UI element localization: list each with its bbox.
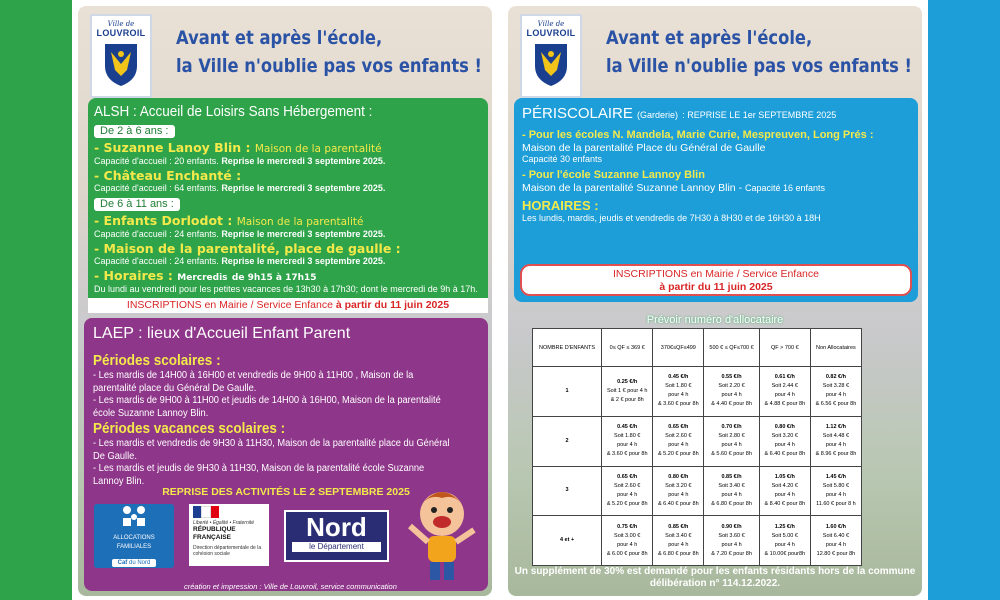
peri-item-lannoy-line	[522, 182, 910, 194]
tariff-pour-4h: pour 4 h	[721, 392, 742, 399]
tariff-cell	[653, 516, 704, 566]
tariff-soit: Soit 3.20 €	[665, 482, 692, 489]
tariff-soit: Soit 2.44 €	[771, 383, 798, 390]
tariff-pour-4h: pour 4 h	[721, 541, 742, 548]
alsh-item-dorlodot-title: - Enfants Dorlodot :	[94, 213, 233, 228]
tariff-soit: Soit 1.80 €	[614, 433, 641, 440]
tariff-header: 500 € ≤ QF≤700 €	[704, 329, 759, 367]
peri-insc-text: INSCRIPTIONS en Mairie / Service Enfance	[613, 268, 819, 280]
rf-name: RÉPUBLIQUE FRANÇAISE	[193, 526, 236, 541]
tariff-pour-4h: pour 4 h	[825, 491, 847, 498]
tariff-rate: 1.12 €/h	[825, 424, 847, 431]
alsh-item-dorlodot-cap: Capacité d'accueil : 24 enfants.	[94, 229, 219, 239]
tariff-8h: & 6.56 € pour 8h	[815, 401, 857, 408]
tariff-header: QF > 700 €	[759, 329, 810, 367]
logo-ville-de: Ville de	[107, 20, 135, 28]
alsh-horaires-title: - Horaires :	[94, 268, 173, 283]
alsh-item-chateau-title: - Château Enchanté :	[94, 168, 242, 183]
alsh-item-lanoy	[94, 141, 482, 156]
tariff-8h: & 10.00€ pour8h	[764, 550, 806, 557]
tariff-header: 0≤ QF ≤ 369 €	[602, 329, 653, 367]
credits: création et impression : Ville de Louvroil, service communication	[184, 582, 397, 591]
tariff-soit: Soit 2.80 €	[718, 433, 745, 440]
slogan-right	[606, 24, 913, 80]
tariff-soit: Soit 2.20 €	[718, 383, 745, 390]
tariff-cell	[602, 516, 653, 566]
caf-family-icon	[119, 504, 149, 528]
tariff-header: 370€≤QF≤499	[653, 329, 704, 367]
tariff-soit: Soit 1 € pour 4 h	[607, 387, 648, 394]
flyer-right-page	[508, 6, 922, 596]
tariff-cell	[759, 516, 810, 566]
tariff-cell	[704, 416, 759, 466]
tariff-children-count: 2	[533, 416, 602, 466]
alsh-item-maison-reprise: Reprise le mercredi 3 septembre 2025.	[221, 256, 386, 266]
tariff-8h: & 2 € pour 8h	[610, 396, 644, 403]
slogan-line-1: Avant et après l'école,	[176, 27, 383, 49]
tariff-pour-4h: pour 4 h	[721, 491, 742, 498]
slogan-right-line-2: la Ville n'oublie pas vos enfants !	[606, 55, 913, 77]
surcharge-line-2: délibération n° 114.12.2022.	[649, 578, 781, 589]
peri-item-lannoy: - Pour l'école Suzanne Lannoy Blin	[522, 169, 705, 181]
tariff-8h: & 3.60 € pour 8h	[606, 451, 648, 458]
laep-p2-line2: - Les mardis et jeudis de 9H30 à 11H30, Maison de la parentalité école Suzanne Lannoy Blin.	[93, 463, 425, 487]
tariff-pour-4h: pour 4 h	[617, 491, 638, 498]
tariff-pour-4h: pour 4 h	[774, 442, 795, 449]
tariff-cell	[759, 466, 810, 516]
tariff-soit: Soit 3.28 €	[822, 383, 850, 390]
tariff-soit: Soit 4.20 €	[771, 482, 798, 489]
tariff-pour-4h: pour 4 h	[721, 442, 742, 449]
french-flag-icon	[193, 506, 219, 518]
tariff-rate: 0.25 €/h	[617, 378, 638, 385]
tariff-cell	[704, 516, 759, 566]
alsh-item-chateau-reprise: Reprise le mercredi 3 septembre 2025.	[221, 183, 386, 193]
tariff-pour-4h: pour 4 h	[774, 392, 795, 399]
alsh-item-maison-capacity	[94, 256, 482, 267]
tariff-rate: 0.90 €/h	[721, 523, 742, 530]
tariff-soit: Soit 3.60 €	[718, 532, 745, 539]
tariff-cell	[810, 466, 861, 516]
tariff-pour-4h: pour 4 h	[774, 541, 795, 548]
caf-text-1: ALLOCATIONS	[113, 535, 155, 541]
tariff-children-count: 3	[533, 466, 602, 516]
tariff-soit: Soit 3.20 €	[771, 433, 798, 440]
peri-item-ecoles-cap: Capacité 30 enfants	[522, 154, 603, 164]
tariff-pour-4h: pour 4 h	[825, 442, 847, 449]
tariff-cell	[759, 416, 810, 466]
logo-town-name: LOUVROIL	[96, 28, 146, 38]
laep-title: LAEP : lieux d'Accueil Enfant Parent	[93, 325, 351, 342]
peri-item-lannoy-place: Maison de la parentalité Suzanne Lannoy Blin -	[522, 182, 743, 194]
tariff-header: Non Allocataires	[810, 329, 861, 367]
peri-horaires-line: Les lundis, mardis, jeudis et vendredis de 7H30 à 8H30 et de 16H30 à 18H	[522, 213, 821, 223]
coat-of-arms-icon-right	[531, 40, 571, 88]
tariff-header-row	[533, 329, 862, 367]
tariff-rate: 0.80 €/h	[774, 424, 795, 431]
caf-region: du Nord	[128, 560, 151, 566]
tariff-soit: Soit 5.80 €	[822, 482, 850, 489]
alsh-item-lanoy-cap: Capacité d'accueil : 20 enfants.	[94, 156, 219, 166]
tariff-8h: 11.60 € pour 8 h	[816, 500, 856, 507]
peri-horaires-title: HORAIRES :	[522, 198, 599, 213]
caf-logo	[94, 504, 174, 568]
tariff-8h: & 8.96 € pour 8h	[815, 451, 857, 458]
alsh-item-chateau-capacity	[94, 183, 482, 194]
prevoir-numero: Prévoir numéro d'allocataire	[646, 314, 784, 326]
laep-section	[84, 318, 488, 591]
slogan-right-line-1: Avant et après l'école,	[606, 27, 813, 49]
left-green-margin	[0, 0, 72, 600]
tariff-rate: 1.05 €/h	[774, 473, 795, 480]
peri-item-lannoy-cap: Capacité 16 enfants	[744, 183, 826, 193]
tariff-rate: 0.75 €/h	[617, 523, 638, 530]
alsh-insc-date: à partir du 11 juin 2025	[335, 299, 450, 311]
tariff-8h: 12.80 € pour 8h	[816, 550, 856, 557]
alsh-section	[88, 98, 488, 313]
laep-p1-line1: - Les mardis de 14H00 à 16H00 et vendredis de 9H00 à 11H00 , Maison de la parentalité place du Général De Gaulle.	[93, 370, 414, 394]
tariff-8h: & 5.20 € pour 8h	[657, 451, 699, 458]
alsh-inscriptions-bar	[88, 295, 488, 313]
tariff-rate: 0.65 €/h	[617, 473, 638, 480]
peri-inscriptions-box	[520, 264, 912, 296]
tariff-soit: Soit 1.80 €	[665, 383, 692, 390]
tariff-soit: Soit 3.40 €	[718, 482, 745, 489]
alsh-horaires-line: Du lundi au vendredi pour les petites vacances de 13h30 à 17h30; dont le mercredi de 9h à 17h.	[94, 284, 478, 294]
tariff-pour-4h: pour 4 h	[617, 442, 638, 449]
tariff-pour-4h: pour 4 h	[668, 442, 689, 449]
peri-title-text: PÉRISCOLAIRE	[522, 105, 633, 122]
tariff-8h: & 6.80 € pour 8h	[657, 550, 699, 557]
tariff-rate: 0.55 €/h	[721, 374, 742, 381]
tariff-pour-4h: pour 4 h	[668, 541, 689, 548]
alsh-item-lanoy-reprise: Reprise le mercredi 3 septembre 2025.	[221, 156, 386, 166]
tariff-cell	[602, 416, 653, 466]
caf-text-2: FAMILIALES	[116, 544, 152, 550]
tariff-soit: Soit 4.48 €	[822, 433, 850, 440]
tariff-8h: & 5.60 € pour 8h	[711, 451, 752, 458]
alsh-title: ALSH : Accueil de Loisirs Sans Hébergement :	[94, 103, 373, 120]
laep-reprise: REPRISE DES ACTIVITÉS LE 2 SEPTEMBRE 2025	[162, 486, 410, 498]
peri-item-ecoles: - Pour les écoles N. Mandela, Marie Curie, Mespreuven, Long Prés :	[522, 129, 874, 141]
tariff-row	[533, 367, 862, 417]
tariff-rate: 0.61 €/h	[774, 374, 795, 381]
tariff-8h: & 5.20 € pour 8h	[606, 500, 648, 507]
peri-item-ecoles-place: Maison de la parentalité Place du Général de Gaulle	[522, 142, 766, 154]
town-logo-right	[520, 14, 582, 98]
tariff-rate: 0.45 €/h	[617, 424, 638, 431]
tariff-soit: Soit 3.00 €	[614, 532, 641, 539]
republique-francaise-logo	[189, 504, 269, 566]
tariff-8h: & 8.40 € pour 8h	[764, 500, 806, 507]
coat-of-arms-icon	[101, 40, 141, 88]
age-tag-6-11: De 6 à 11 ans :	[94, 198, 180, 211]
alsh-item-lanoy-title: - Suzanne Lanoy Blin :	[94, 140, 251, 155]
tariff-cell	[704, 367, 759, 417]
tariff-pour-4h: pour 4 h	[617, 541, 638, 548]
tariff-pour-4h: pour 4 h	[825, 392, 847, 399]
tariff-cell	[602, 466, 653, 516]
tariff-rate: 1.60 €/h	[825, 523, 847, 530]
slogan-line-2: la Ville n'oublie pas vos enfants !	[176, 55, 483, 77]
tariff-rate: 0.82 €/h	[825, 374, 847, 381]
peri-insc-date: à partir du 11 juin 2025	[659, 281, 773, 293]
tariff-rate: 0.80 €/h	[668, 473, 689, 480]
tariff-row	[533, 416, 862, 466]
right-blue-margin	[928, 0, 1000, 600]
tariff-rate: 1.25 €/h	[774, 523, 795, 530]
tariff-cell	[759, 367, 810, 417]
tariff-cell	[653, 466, 704, 516]
alsh-item-lanoy-capacity	[94, 156, 482, 167]
tariff-rate: 0.65 €/h	[668, 424, 689, 431]
tariff-cell	[704, 466, 759, 516]
tariff-8h: & 3.60 € pour 8h	[657, 401, 699, 408]
tariff-8h: & 6.80 € pour 8h	[711, 500, 752, 507]
logo-town-name-right: LOUVROIL	[526, 28, 576, 38]
alsh-item-dorlodot-capacity	[94, 229, 482, 240]
tariff-cell	[810, 367, 861, 417]
alsh-item-maison-cap: Capacité d'accueil : 24 enfants.	[94, 256, 219, 266]
slogan	[176, 24, 483, 80]
tariff-header: NOMBRE D'ENFANTS	[533, 329, 602, 367]
nord-subtitle: le Département	[292, 542, 381, 552]
tariff-rate: 0.70 €/h	[721, 424, 742, 431]
tariff-soit: Soit 3.40 €	[665, 532, 692, 539]
caf-abbr: Caf	[117, 560, 128, 566]
alsh-horaires	[94, 269, 482, 284]
alsh-horaires-wed-time: de 9h15 à 17h15	[231, 273, 317, 283]
alsh-horaires-wed: Mercredis	[177, 273, 228, 283]
tariff-pour-4h: pour 4 h	[668, 392, 689, 399]
tariff-row	[533, 516, 862, 566]
alsh-item-dorlodot-place: Maison de la parentalité	[236, 216, 364, 228]
tariff-cell	[810, 416, 861, 466]
surcharge-line-1: Un supplément de 30% est demandé pour les enfants résidants hors de la commune	[514, 566, 916, 577]
tariff-rate: 1.45 €/h	[825, 473, 847, 480]
flyer-left-page	[78, 6, 492, 596]
tariff-8h: & 4.40 € pour 8h	[711, 401, 752, 408]
nord-departement-logo	[284, 510, 389, 562]
tariff-pour-4h: pour 4 h	[774, 491, 795, 498]
tariff-8h: & 6.40 € pour 8h	[764, 451, 806, 458]
alsh-item-chateau-cap: Capacité d'accueil : 64 enfants.	[94, 183, 219, 193]
tariff-8h: & 7.20 € pour 8h	[711, 550, 752, 557]
tariff-pour-4h: pour 4 h	[668, 491, 689, 498]
tariff-8h: & 4.88 € pour 8h	[764, 401, 806, 408]
peri-garderie: (Garderie)	[637, 110, 679, 120]
tariff-cell	[653, 416, 704, 466]
laep-p2-line1: - Les mardis et vendredis de 9H30 à 11H30, Maison de la parentalité place du Général De Gaulle.	[93, 438, 450, 462]
alsh-item-lanoy-place: Maison de la parentalité	[254, 143, 382, 155]
tariff-cell	[653, 367, 704, 417]
tariff-8h: & 6.40 € pour 8h	[657, 500, 699, 507]
tariff-cell	[810, 516, 861, 566]
alsh-insc-text: INSCRIPTIONS en Mairie / Service Enfance	[126, 299, 333, 311]
caf-footer	[112, 559, 157, 567]
alsh-item-dorlodot	[94, 214, 482, 229]
peri-reprise: : REPRISE LE 1er SEPTEMBRE 2025	[682, 110, 837, 120]
rf-direction: Direction départementale de la cohésion sociale	[193, 545, 262, 557]
tariff-cell	[602, 367, 653, 417]
tariff-children-count: 4 et +	[533, 516, 602, 566]
alsh-item-maison-title: - Maison de la parentalité, place de gaulle :	[94, 241, 401, 256]
laep-periodes-scolaires-title: Périodes scolaires :	[93, 352, 221, 369]
child-cartoon-icon	[402, 486, 482, 586]
town-logo	[90, 14, 152, 98]
tariff-soit: Soit 2.60 €	[614, 482, 641, 489]
nord-title: Nord	[306, 512, 367, 542]
tariff-soit: Soit 2.60 €	[665, 433, 692, 440]
tariff-rate: 0.85 €/h	[668, 523, 689, 530]
alsh-item-dorlodot-reprise: Reprise le mercredi 3 septembre 2025.	[221, 229, 386, 239]
tariff-pour-4h: pour 4 h	[825, 541, 847, 548]
laep-p1-line2: - Les mardis de 9H00 à 11H00 et jeudis de 14H00 à 16H00, Maison de la parentalité école Suzanne Lannoy Blin.	[93, 395, 441, 419]
age-tag-2-6: De 2 à 6 ans :	[94, 125, 175, 138]
rf-motto: Liberté • Égalité • Fraternité	[193, 520, 255, 526]
tariff-8h: & 6.00 € pour 8h	[606, 550, 648, 557]
surcharge-note	[508, 566, 922, 590]
tariff-children-count: 1	[533, 367, 602, 417]
tariff-rate: 0.85 €/h	[721, 473, 742, 480]
logo-ville-de-right: Ville de	[537, 20, 565, 28]
tariff-rate: 0.45 €/h	[668, 374, 689, 381]
tariff-soit: Soit 5.00 €	[771, 532, 798, 539]
tariff-soit: Soit 6.40 €	[822, 532, 850, 539]
periscolaire-title	[522, 104, 910, 125]
periscolaire-section	[514, 98, 918, 302]
tariff-table	[532, 328, 862, 566]
tariff-row	[533, 466, 862, 516]
laep-periodes-vacances-title: Périodes vacances scolaires :	[93, 420, 286, 437]
